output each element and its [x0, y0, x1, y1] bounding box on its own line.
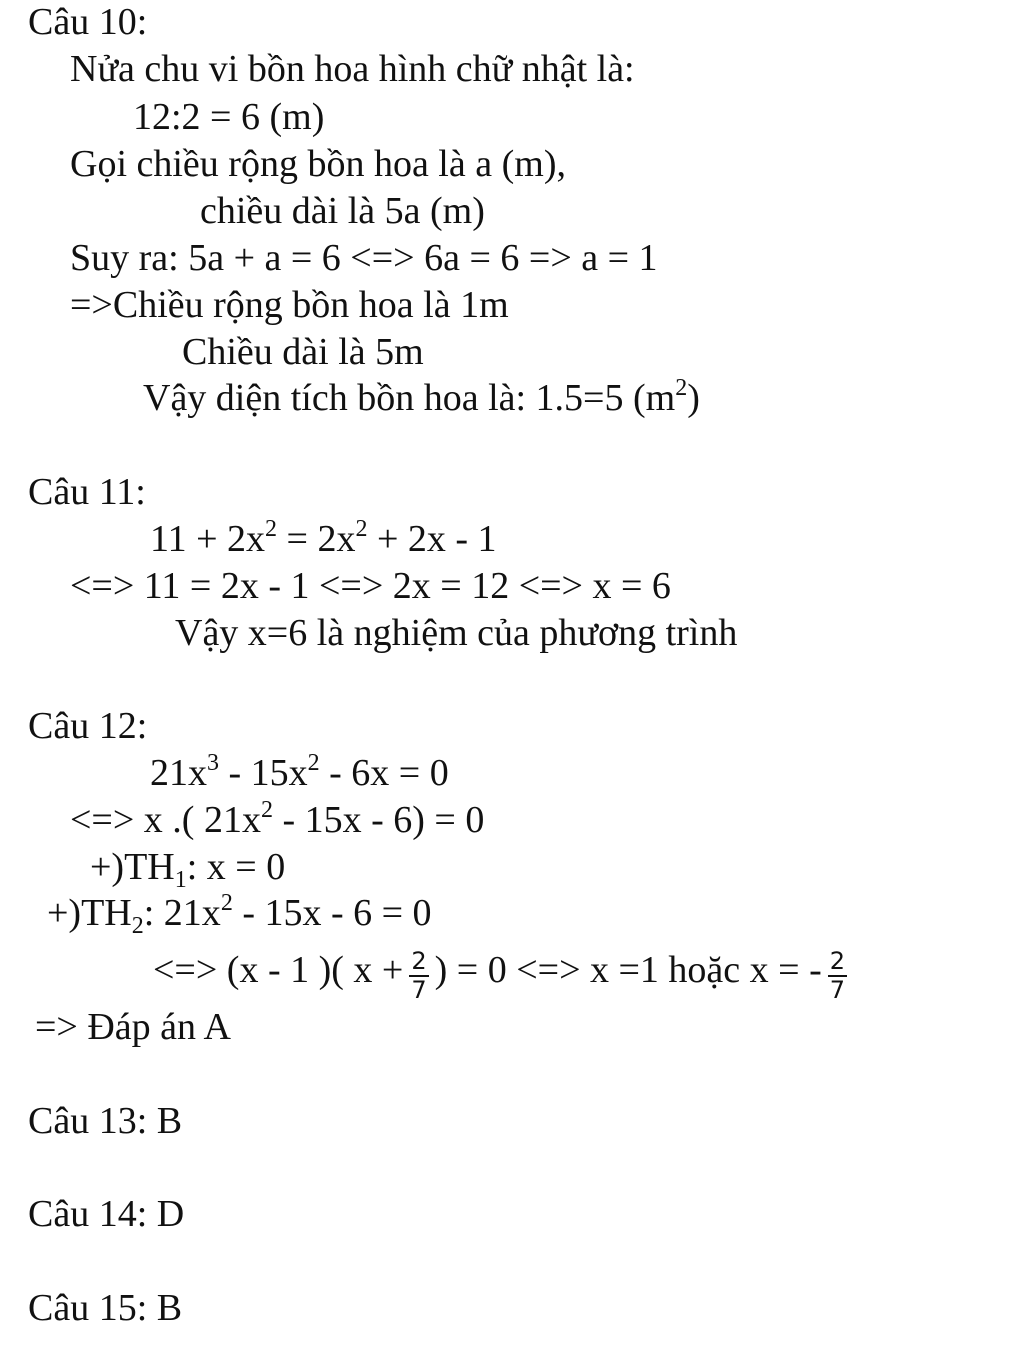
q10-line-let-width: Gọi chiều rộng bồn hoa là a (m), — [70, 143, 566, 185]
q10-line-area — [143, 376, 700, 420]
fraction-denominator: 7 — [411, 976, 427, 1004]
q11-line-solve: <=> 11 = 2x - 1 <=> 2x = 12 <=> x = 6 — [70, 565, 671, 607]
q12-case-2 — [47, 890, 432, 939]
q12-answer: => Đáp án A — [35, 1006, 231, 1048]
q10-line-length-result: Chiều dài là 5m — [182, 331, 424, 373]
q11-heading: Câu 11: — [28, 471, 146, 513]
q10-line-half-perimeter: Nửa chu vi bồn hoa hình chữ nhật là: — [70, 48, 635, 90]
q11-eq-part: + 2x - 1 — [367, 518, 497, 560]
q12-factored-part: <=> x .( 21x — [70, 799, 261, 841]
q10-heading: Câu 10: — [28, 1, 148, 43]
q10-area-close: ) — [687, 377, 700, 419]
fraction — [828, 948, 847, 1003]
q12-heading: Câu 12: — [28, 705, 148, 747]
q10-line-division: 12:2 = 6 (m) — [133, 96, 325, 138]
q12-eq-part: 21x — [150, 752, 207, 794]
q12-case-1 — [90, 845, 286, 893]
q12-case-body: - 15x - 6 = 0 — [232, 892, 432, 934]
q12-eq-exponent: 2 — [307, 750, 320, 776]
q12-factored-exponent: 2 — [260, 797, 273, 823]
q12-eq-part: - 15x — [219, 752, 308, 794]
q11-eq-part: 11 + 2x — [150, 518, 266, 560]
q12-case-index: 1 — [174, 867, 187, 893]
q14-answer: Câu 14: D — [28, 1193, 185, 1235]
q10-line-equation: Suy ra: 5a + a = 6 <=> 6a = 6 => a = 1 — [70, 237, 658, 279]
q10-area-text: Vậy diện tích bồn hoa là: 1.5=5 (m — [143, 377, 676, 419]
q12-eq-part: - 6x = 0 — [319, 752, 449, 794]
q11-equation — [150, 517, 497, 561]
q12-roots — [153, 946, 853, 1004]
fraction-numerator: 2 — [411, 947, 427, 975]
q12-factored — [70, 798, 484, 842]
q12-case-index: 2 — [131, 913, 144, 939]
q10-line-width-result: =>Chiều rộng bồn hoa là 1m — [70, 284, 509, 326]
q12-case-label: +)TH — [90, 846, 175, 888]
fraction-numerator: 2 — [829, 947, 846, 975]
q12-eq-exponent: 3 — [207, 750, 219, 776]
q11-line-conclusion: Vậy x=6 là nghiệm của phương trình — [175, 612, 738, 654]
q12-case-exponent: 2 — [220, 890, 233, 916]
q10-area-exponent: 2 — [675, 375, 688, 401]
q12-case-body: : x = 0 — [186, 846, 286, 888]
q12-equation — [150, 751, 449, 795]
q12-case-label: +)TH — [47, 892, 132, 934]
q11-eq-exponent: 2 — [265, 516, 278, 542]
q10-line-length: chiều dài là 5a (m) — [200, 190, 485, 232]
q12-factored-part: - 15x - 6) = 0 — [272, 799, 485, 841]
q11-eq-exponent: 2 — [355, 516, 368, 542]
q12-case-body: : 21x — [143, 892, 221, 934]
fraction-denominator: 7 — [829, 976, 846, 1004]
fraction — [409, 948, 428, 1003]
q13-answer: Câu 13: B — [28, 1100, 183, 1142]
q12-roots-part: <=> (x - 1 )( x + — [153, 949, 404, 992]
q15-answer: Câu 15: B — [28, 1287, 183, 1329]
q11-eq-part: = 2x — [277, 518, 356, 560]
q12-roots-part: ) = 0 <=> x =1 hoặc x = - — [434, 949, 822, 992]
